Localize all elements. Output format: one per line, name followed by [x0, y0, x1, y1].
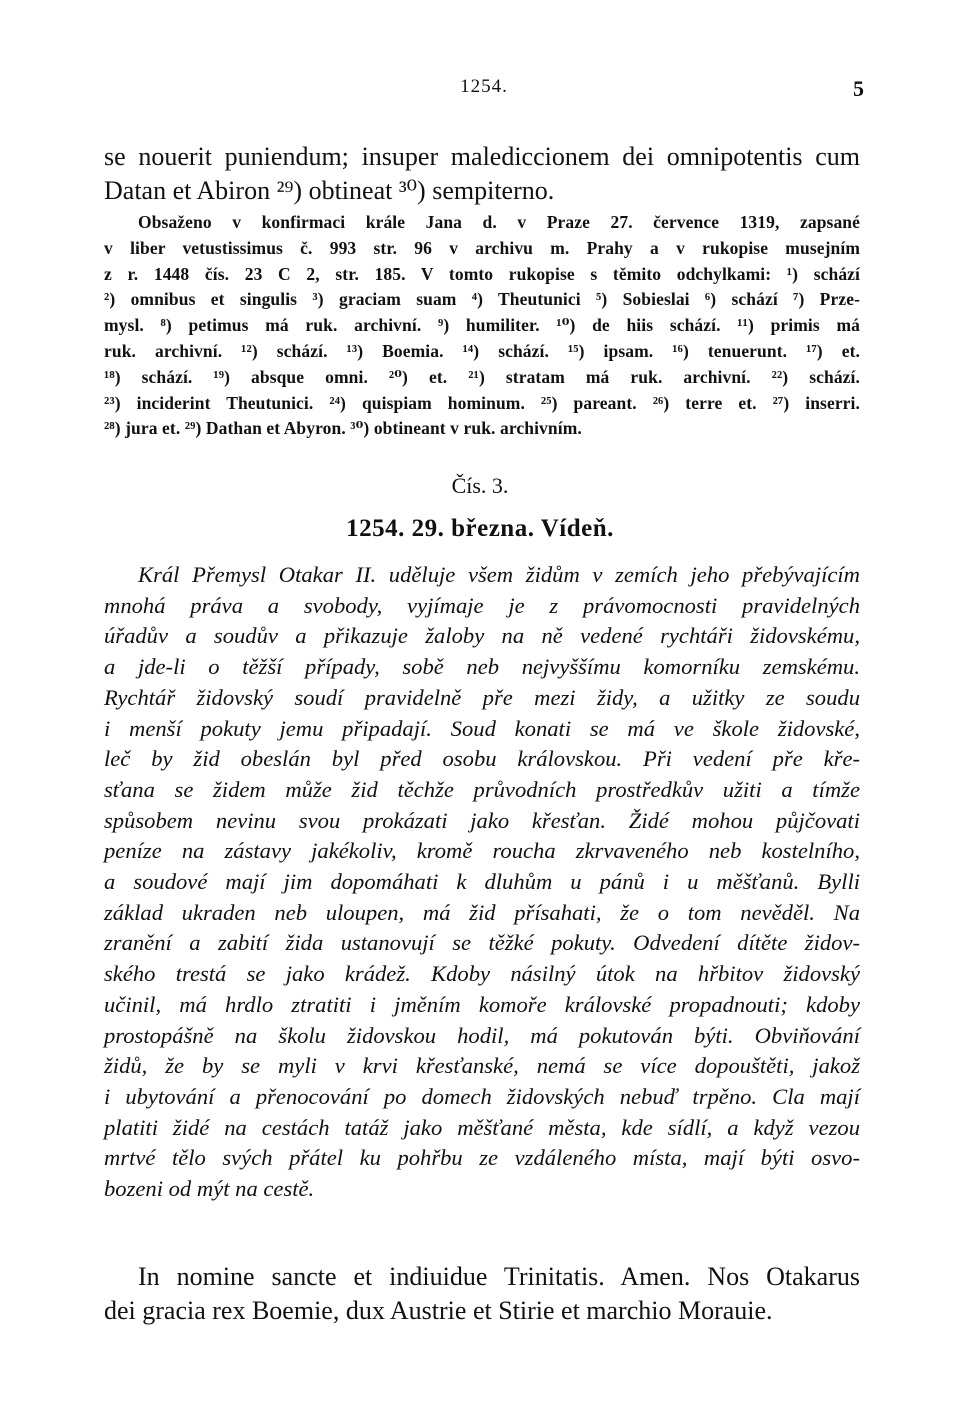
latin-line: se nouerit puniendum; insuper malediccionem dei omnipotentis cum — [104, 142, 860, 171]
latin-charter-opening — [104, 1260, 860, 1328]
regest-line: i ubytování a přenocování po domech židovských nebuď trpěno. Cla mají — [104, 1083, 860, 1109]
regest-line: učinil, má hrdlo ztratiti i jměním komoře královské propadnouti; kdoby — [104, 991, 860, 1017]
page-header — [104, 76, 864, 106]
regest-line: spůsobem nevinu svou prokázati jako křesťan. Židé mohou půjčovati — [104, 807, 860, 833]
regest-line: mnohá práva a svobody, vyjímaje je z právomocnosti pravidelných — [104, 592, 860, 618]
regest-line: zranění a zabití žida ustanovují se těžké pokuty. Odvedení dítěte židov- — [104, 930, 860, 956]
regest-line: peníze na zástavy jakékoliv, kromě roucha zkrvaveného neb kostelního, — [104, 838, 860, 864]
running-head-year: 1254. — [460, 76, 508, 97]
regest-summary — [104, 560, 860, 1205]
regest-line: platiti židé na cestách tatáž jako měšťané města, kde sídlí, a když vezou — [104, 1114, 860, 1140]
critical-apparatus — [104, 210, 860, 442]
regest-line: mrtvé tělo svých přátel ku pohřbu ze vzdáleného místa, mají býti osvo- — [104, 1145, 860, 1171]
page-number: 5 — [853, 76, 864, 101]
note-line: ruk. archivní. ¹²) schází. ¹³) Boemia. ¹⁴) schází. ¹⁵) ipsam. ¹⁶) tenuerunt. ¹⁷) et. — [104, 340, 860, 361]
regest-line: sťana se židem může žid těchže průvodních prostředkův užiti a tímže — [104, 776, 860, 802]
regest-line: úřadův a soudův a přikazuje žaloby na ně vedené rychtáři židovskému, — [104, 623, 860, 649]
note-line: Obsaženo v konfirmaci krále Jana d. v Praze 27. července 1319, zapsané — [138, 212, 860, 232]
regest-line: Rychtář židovský soudí pravidelně pře mezi židy, a užitky ze soudu — [104, 684, 860, 710]
latin-line: dei gracia rex Boemie, dux Austrie et Stirie et marchio Morauie. — [104, 1296, 773, 1325]
regest-line: a soudové mají jim dopomáhati k dluhům u pánů i u měšťanů. Bylli — [104, 869, 860, 895]
latin-text-continuation — [104, 140, 860, 208]
document-number: Čís. 3. — [451, 473, 509, 498]
note-line: z r. 1448 čís. 23 C 2, str. 185. V tomto rukopise s těmito odchylkami: ¹) schází — [104, 263, 860, 284]
regest-line: základ ukraden neb uloupen, má žid přísahati, že o tom nevěděl. Na — [104, 899, 860, 925]
note-line: ²³) inciderint Theutunici. ²⁴) quispiam hominum. ²⁵) pareant. ²⁶) terre et. ²⁷) inserri. — [104, 392, 860, 413]
note-line: ¹⁸) schází. ¹⁹) absque omni. ²⁰) et. ²¹) stratam má ruk. archivní. ²²) schází. — [104, 366, 860, 387]
regest-line: a jde-li o těžší případy, sobě neb nejvyššímu komorníku zemskému. — [104, 654, 860, 680]
latin-line: In nomine sancte et indiuidue Trinitatis. Amen. Nos Otakarus — [138, 1262, 860, 1291]
regest-line: Král Přemysl Otakar II. uděluje všem židům v zemích jeho přebývajícím — [138, 562, 860, 587]
regest-line: i menší pokuty jemu připadají. Soud konati se má ve škole židovské, — [104, 715, 860, 741]
note-line: v liber vetustissimus č. 993 str. 96 v archivu m. Prahy a v rukopise musejním — [104, 237, 860, 258]
note-line: ²⁸) jura et. ²⁹) Dathan et Abyron. ³⁰) obtineant v ruk. archivním. — [104, 418, 582, 439]
regest-line: prostopášně na školu židovskou hodil, má pokutován býti. Obviňování — [104, 1022, 860, 1048]
regest-line: ského trestá se jako krádež. Kdoby násilný útok na hřbitov židovský — [104, 961, 860, 987]
regest-line: bozeni od mýt na cestě. — [104, 1176, 315, 1202]
date-place-heading: 1254. 29. března. Vídeň. — [346, 515, 614, 542]
note-line: ²) omnibus et singulis ³) graciam suam ⁴) Theutunici ⁵) Sobieslai ⁶) schází ⁷) Prze- — [104, 289, 860, 310]
note-line: mysl. ⁸) petimus má ruk. archivní. ⁹) humiliter. ¹⁰) de hiis schází. ¹¹) primis má — [104, 315, 860, 336]
latin-line: Datan et Abiron ²⁹) obtineat ³⁰) sempiterno. — [104, 176, 555, 205]
regest-line: leč by žid obeslán byl před osobu královskou. Při vedení pře kře- — [104, 746, 860, 772]
regest-line: židů, že by se myli v krvi křesťanské, nemá se více dopouštěti, jakož — [104, 1053, 860, 1079]
